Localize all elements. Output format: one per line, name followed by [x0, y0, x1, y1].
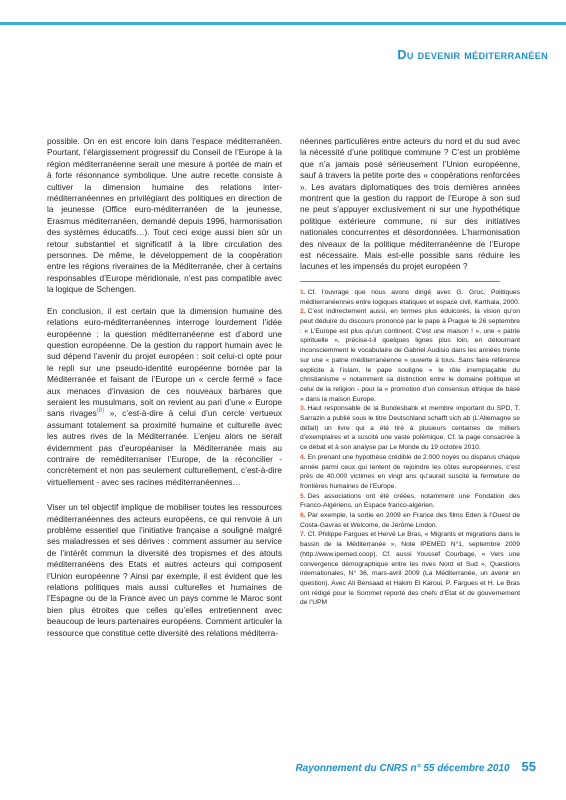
footnote-number: 6.: [300, 512, 306, 520]
footnote: [300, 492, 520, 511]
footnote-separator: [300, 281, 500, 282]
footnote-number: 7.: [300, 531, 306, 539]
footnote: [300, 530, 520, 608]
footnote: [300, 453, 520, 492]
body-text: En conclusion, il est certain que la dimension humaine des relations euro-méditerranéennes interroge lourdement l’idée européenne : la question méditerranéenne est d’abord une question européenne. De la gestion du rapport humain avec le sud dépend l’avenir du projet européen : soit celui-ci opte pour le repli sur une pseudo-identité européenne bornée par la Méditerranée et faisant de l’Europe un « cercle fermé » face aux menaces d’invasion de ces nouveaux barbares que seraient les musulmans, soit on revient au pari d’une « Europe sans rivages: [47, 305, 282, 419]
body-paragraph: possible. On en est encore loin dans l’espace méditerranéen. Pourtant, l’élargissement progressif du Conseil de l’Europe à la région méditerranéenne serait une mesure à portée de main et à forte résonnance symbolique. Une autre recette consiste à cultiver la dimension humaine des relations inter-méditerranéennes en privilégiant des politiques en direction de la jeunesse (Office euro-méditerranéen de la jeunesse, Erasmus méditerranéen, demandé depuis 1996, harmonisation des systèmes éducatifs…). Tout ceci exige aussi bien sûr un retour substantiel et significatif à la libre circulation des personnes. De même, le développement de la coopération entre les régions riveraines de la Méditerranée, cher à certains responsables d’Europe méridionale, n’est pas compatible avec la logique de Schengen.: [47, 136, 282, 295]
footnotes: [300, 288, 520, 608]
footnote-number: 1.: [300, 288, 306, 296]
page-number: 55: [521, 759, 536, 774]
publication-name: Rayonnement du CNRS n° 55 décembre 2010: [295, 763, 510, 774]
footnote-text: C’est indirectement aussi, en termes plus édulcorés, la vision qu’on peut déduire du discours prononcé par le pape à Prague le 26 septembre : « L’Europe est plus qu’un continent. C’est une maison ! », une « patrie spirituelle », précise-t-il quelques lignes plus loin, en détournant inconsciemment le vocabulaire de Gabriel Audisio dans les années trente sur une « patrie méditerranéenne » ouverte à tous. Sans faire référence explicite à l’islam, le pape souligne « le rôle irremplaçable du christianisme » notamment sa distinction entre le domaine politique et celui de la religion - pour la « promotion d’un consensus éthique de base » dans la maison Europe.: [300, 308, 520, 403]
footnote-text: Cf. l’ouvrage que nous avons dirigé avec G. Groc, Politiques méditerranéennes entre logiques étatiques et espace civil, Karthala, 2000.: [300, 288, 520, 306]
body-paragraph: Viser un tel objectif implique de mobiliser toutes les ressources méditerranéennes des acteurs européens, ce qui renvoie à un problème essentiel que l’initiative française a souligné malgré ses maladresses et ses dérives : comment assumer au service de l’intérêt commun la diversité des tropismes et des atouts méditerranéens des Etats et autres acteurs qui composent l’Union européenne ? Ainsi par exemple, il est évident que les relations politiques mais aussi culturelles et humaines de l’Espagne ou de la France avec un pays comme le Maroc sont bien plus étroites que celles qu’elles entretiennent avec beaucoup de leurs partenaires européens. Comment articuler la ressource que constitue cette diversité des relations méditerra-: [47, 502, 282, 638]
footnote-text: En prenant une hypothèse crédible de 2.000 noyés ou disparus chaque année parmi ceux qui tentent de rejoindre les côtes européennes, c’est près de 40.000 victimes en vingt ans qu’aurait suscité la fermeture de frontières humaines de l’Europe.: [300, 453, 520, 490]
footnote-text: Par exemple, la sortie en 2009 en France des films Eden à l’Ouest de Costa-Gavras et Welcome, de Jérôme Lindon.: [300, 512, 520, 529]
footnote-text: Des associations ont été créées, notamment une Fondation des Franco-Algériens, un Espace franco-algérien.: [300, 492, 520, 510]
header-rule: [0, 22, 566, 25]
footnote-number: 2.: [300, 308, 306, 316]
running-header: Du devenir méditerranéen: [397, 48, 548, 62]
footnote-text: Cf. Philippe Fargues et Hervé Le Bras, « Migrants et migrations dans le bassin de la Méditerranée », Note IPEMED N°1, septembre 2009 (http://www.ipemed.coop). Cf. aussi Youssef Courbage, « Vers une convergence démographique entre les rives Nord et Sud », Questions internationales, N° 36, mars-avril 2009 (La Méditerranée, un avenir en question). Avec Ali Bensaad et Hakim El Karoui, P. Fargues et H. Le Bras ont rédigé pour le Sommet reporté des chefs d’Etat et de gouvernement de l’UPM: [300, 531, 520, 607]
page-footer: [295, 759, 536, 774]
right-column: [300, 136, 520, 608]
footnote: [300, 307, 520, 404]
footnote-ref[interactable]: (8): [96, 408, 105, 415]
footnote: [300, 511, 520, 530]
footnote-number: 3.: [300, 405, 306, 413]
body-text: », c’est-à-dire à celui d’un cercle vertueux assumant totalement sa proximité humaine et culturelle avec les autres rives de la Méditerranée. L’enjeu alors ne serait évidemment pas d’européaniser la Méditerranée mais au contraire de reméditerraniser l’Europe, de la réconcilier - concrètement et non pas seulement culturellement, c’est-à-dire virtuellement - avec ses racines méditerranéennes…: [47, 408, 282, 487]
left-column: [47, 136, 282, 647]
body-paragraph: [47, 306, 282, 489]
footnote-number: 5.: [300, 492, 306, 500]
footnote-text: Haut responsable de la Bundesbank et membre important du SPD, T. Sarrazin a publié sous le titre Deutschland schafft sich ab (L’Allemagne se défait) un livre qui a été tiré à plusieurs centaines de milliers d’exemplaires et a suscité une vaste polémique. Cf. la page consacrée à ce débat et à son analyse par Le Monde du 19 octobre 2010.: [300, 405, 520, 452]
footnote: [300, 404, 520, 453]
footnote: [300, 288, 520, 307]
footnote-number: 4.: [300, 453, 306, 461]
body-paragraph: néennes particulières entre acteurs du nord et du sud avec la nécessité d’une politique commune ? C’est un problème que n’a jamais posé sérieusement l’Union européenne, sauf à travers la petite porte des « coopérations renforcées ». Les avatars diplomatiques des trois dernières années montrent que la gestion du rapport de l’Europe à son sud ne peut s’appuyer exclusivement ni sur une hypothétique politique extérieure commune, ni sur des initiatives nationales concurrentes et désordonnées. L’harmonisation des niveaux de la politique méditerranéenne de l’Europe est nécessaire. Mais est-elle possible sans réduire les lacunes et les impensés du projet européen ?: [300, 136, 520, 272]
